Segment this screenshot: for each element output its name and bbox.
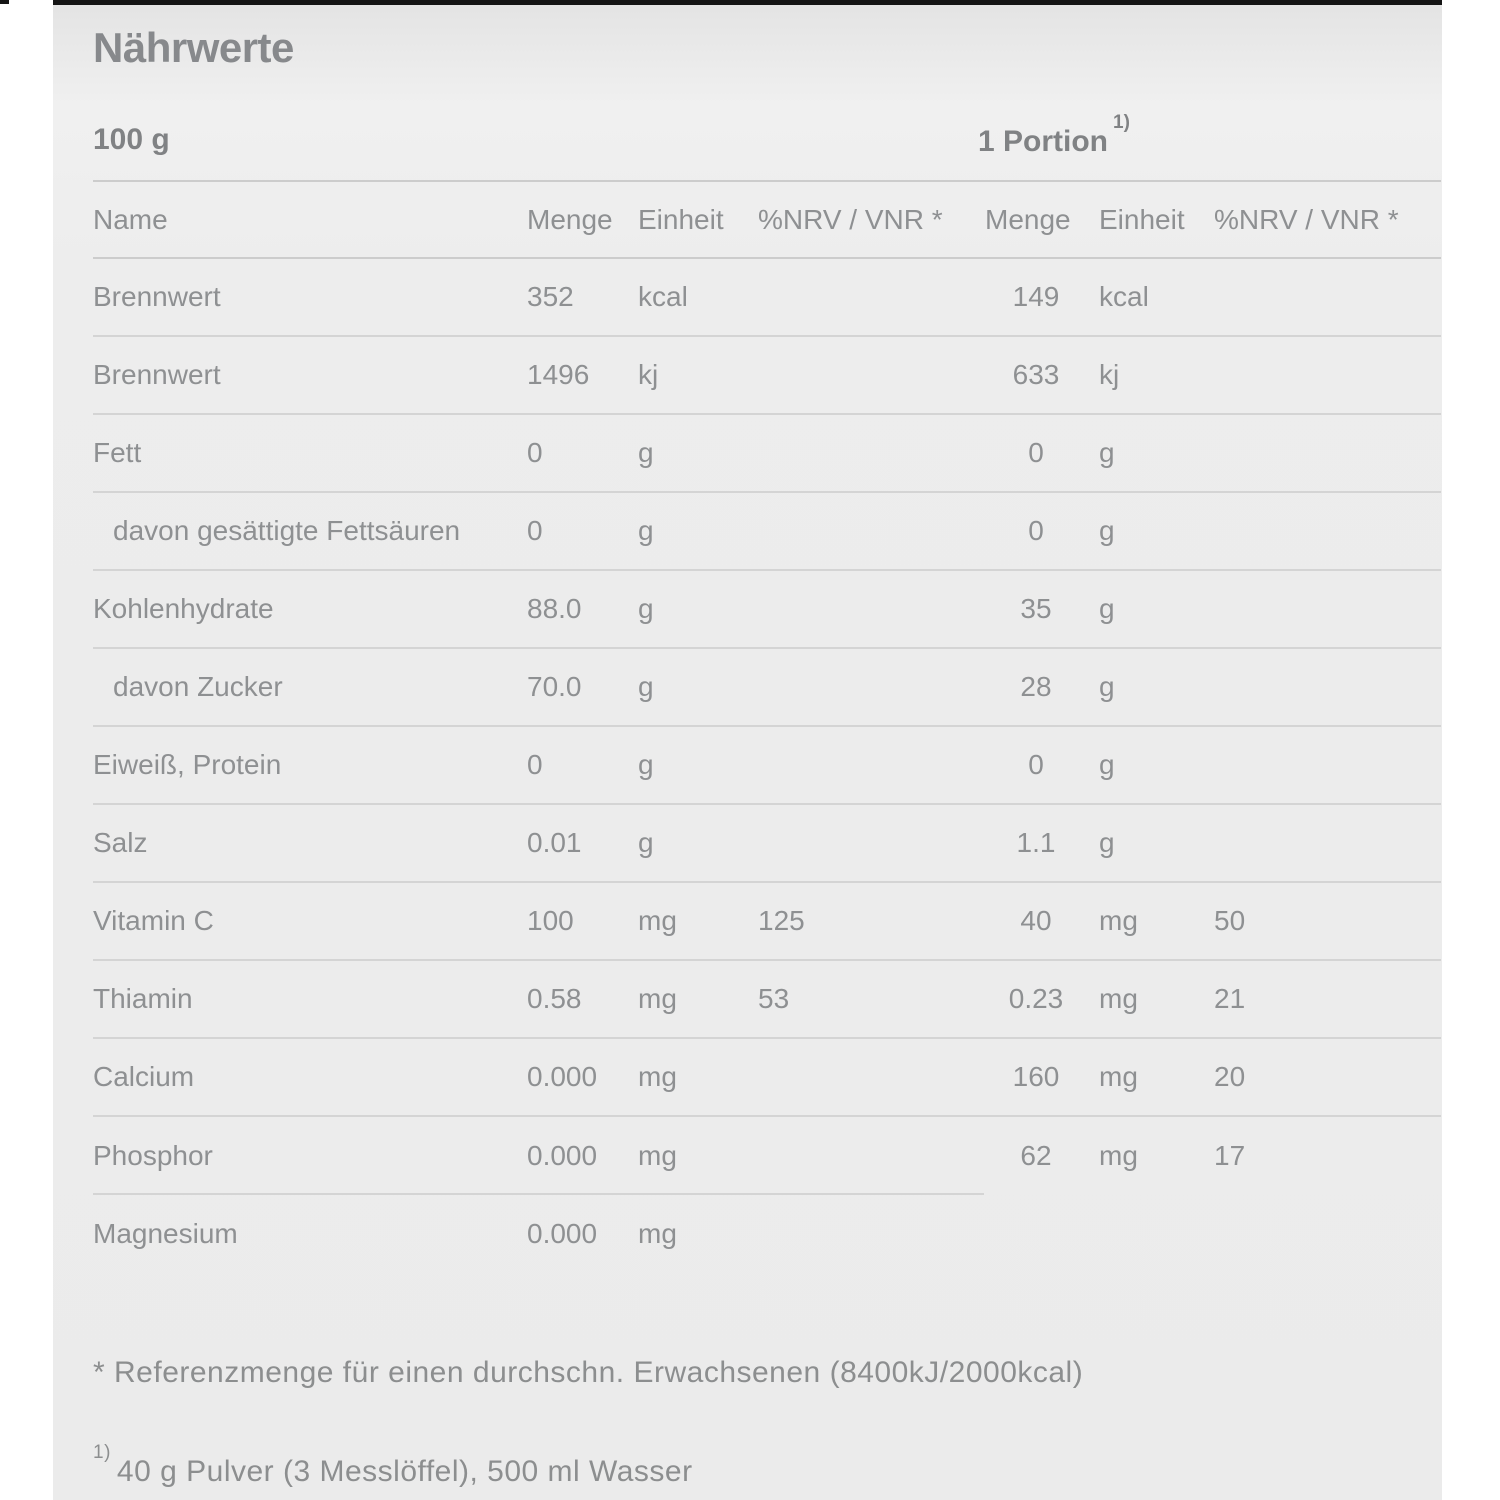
nutrient-name: davon gesättigte Fettsäuren <box>113 515 461 546</box>
nutrient-name: Eiweiß, Protein <box>93 749 282 780</box>
amount-100g: 0.000 <box>527 1140 598 1171</box>
table-row <box>93 1039 1441 1117</box>
nutrient-name: Salz <box>93 827 148 858</box>
unit-portion: g <box>1099 515 1115 546</box>
unit-portion: mg <box>1099 1061 1138 1092</box>
nrv-100g: 125 <box>758 905 805 936</box>
unit-100g: g <box>638 515 654 546</box>
amount-100g: 0 <box>527 437 543 468</box>
nrv-portion: 20 <box>1214 1061 1246 1092</box>
nutrient-name: Vitamin C <box>93 905 214 936</box>
nutrient-name: Thiamin <box>93 983 193 1014</box>
unit-100g: mg <box>638 905 677 936</box>
nrv-portion: 17 <box>1214 1140 1246 1171</box>
unit-portion: mg <box>1099 983 1138 1014</box>
amount-portion: 633 <box>1012 359 1060 390</box>
amount-portion: 35 <box>1020 593 1052 624</box>
amount-100g: 0.01 <box>527 827 582 858</box>
amount-100g: 1496 <box>527 359 590 390</box>
amount-100g: 0.000 <box>527 1061 598 1092</box>
header-menge-portion: Menge <box>985 203 1071 235</box>
amount-portion: 0 <box>1028 437 1044 468</box>
portion-footnote-marker: 1) <box>1113 112 1130 133</box>
header-menge-100g: Menge <box>527 203 613 235</box>
amount-100g: 100 <box>527 905 574 936</box>
unit-100g: kcal <box>638 281 688 312</box>
table-row <box>93 493 1441 571</box>
header-einheit-portion: Einheit <box>1099 203 1185 235</box>
unit-100g: g <box>638 749 654 780</box>
amount-100g: 0.000 <box>527 1218 598 1249</box>
unit-100g: g <box>638 593 654 624</box>
unit-portion: g <box>1099 671 1115 702</box>
table-row <box>93 415 1441 493</box>
nrv-portion: 50 <box>1214 905 1246 936</box>
portion-footnote-marker: 1) <box>93 1442 111 1463</box>
amount-portion: 1.1 <box>1016 827 1056 858</box>
amount-portion: 0 <box>1028 515 1044 546</box>
unit-100g: g <box>638 827 654 858</box>
amount-100g: 0 <box>527 515 543 546</box>
amount-100g: 0 <box>527 749 543 780</box>
column-group-header <box>93 112 1441 182</box>
unit-portion: mg <box>1099 1140 1138 1171</box>
table-row <box>93 961 1441 1039</box>
unit-portion: g <box>1099 827 1115 858</box>
portion-label: 1 Portion <box>978 125 1109 158</box>
amount-100g: 70.0 <box>527 671 582 702</box>
amount-100g: 0.58 <box>527 983 582 1014</box>
reference-footnote: * Referenzmenge für einen durchschn. Erwachsenen (8400kJ/2000kcal) <box>93 1356 1084 1389</box>
group-label-portion <box>978 112 1130 158</box>
unit-portion: kcal <box>1099 281 1149 312</box>
amount-100g: 88.0 <box>527 593 582 624</box>
nrv-portion: 21 <box>1214 983 1246 1014</box>
table-row <box>93 883 1441 961</box>
unit-100g: mg <box>638 1061 677 1092</box>
unit-100g: mg <box>638 983 677 1014</box>
corner-mark <box>0 0 9 4</box>
amount-portion: 28 <box>1020 671 1052 702</box>
unit-portion: g <box>1099 437 1115 468</box>
unit-100g: g <box>638 437 654 468</box>
portion-footnote-text: 40 g Pulver (3 Messlöffel), 500 ml Wasser <box>116 1455 693 1488</box>
unit-100g: g <box>638 671 654 702</box>
header-einheit-100g: Einheit <box>638 203 724 235</box>
table-row <box>93 727 1441 805</box>
nutrient-name: davon Zucker <box>113 671 283 702</box>
nutrient-name: Brennwert <box>93 281 221 312</box>
amount-portion: 0 <box>1028 749 1044 780</box>
page-title: Nährwerte <box>93 24 294 71</box>
nutrient-name: Calcium <box>93 1061 195 1092</box>
unit-100g: mg <box>638 1218 677 1249</box>
unit-100g: mg <box>638 1140 677 1171</box>
nutrient-name: Magnesium <box>93 1218 238 1249</box>
table-row <box>93 1117 1441 1195</box>
amount-portion: 160 <box>1012 1061 1060 1092</box>
header-name: Name <box>93 203 168 235</box>
amount-portion: 149 <box>1012 281 1060 312</box>
nutrient-name: Kohlenhydrate <box>93 593 274 624</box>
table-row <box>93 259 1441 337</box>
nrv-100g: 53 <box>758 983 790 1014</box>
amount-portion: 62 <box>1020 1140 1052 1171</box>
amount-100g: 352 <box>527 281 574 312</box>
nutrient-name: Brennwert <box>93 359 221 390</box>
group-label-100g: 100 g <box>93 123 170 156</box>
nutrition-panel <box>53 0 1442 1500</box>
table-row <box>93 571 1441 649</box>
unit-portion: g <box>1099 593 1115 624</box>
unit-portion: kj <box>1099 359 1120 390</box>
table-row <box>93 1195 1441 1273</box>
table-row <box>93 649 1441 727</box>
amount-portion: 0.23 <box>1008 983 1064 1014</box>
nutrient-name: Phosphor <box>93 1140 213 1171</box>
unit-portion: mg <box>1099 905 1138 936</box>
header-nrv-portion: %NRV / VNR * <box>1214 203 1399 235</box>
amount-portion: 40 <box>1020 905 1052 936</box>
nutrient-name: Fett <box>93 437 142 468</box>
unit-portion: g <box>1099 749 1115 780</box>
panel-inner <box>53 5 1442 1487</box>
table-header-row <box>93 182 1441 259</box>
unit-100g: kj <box>638 359 659 390</box>
header-nrv-100g: %NRV / VNR * <box>758 203 943 235</box>
portion-footnote <box>93 1442 1442 1488</box>
table-row <box>93 337 1441 415</box>
table-row <box>93 805 1441 883</box>
